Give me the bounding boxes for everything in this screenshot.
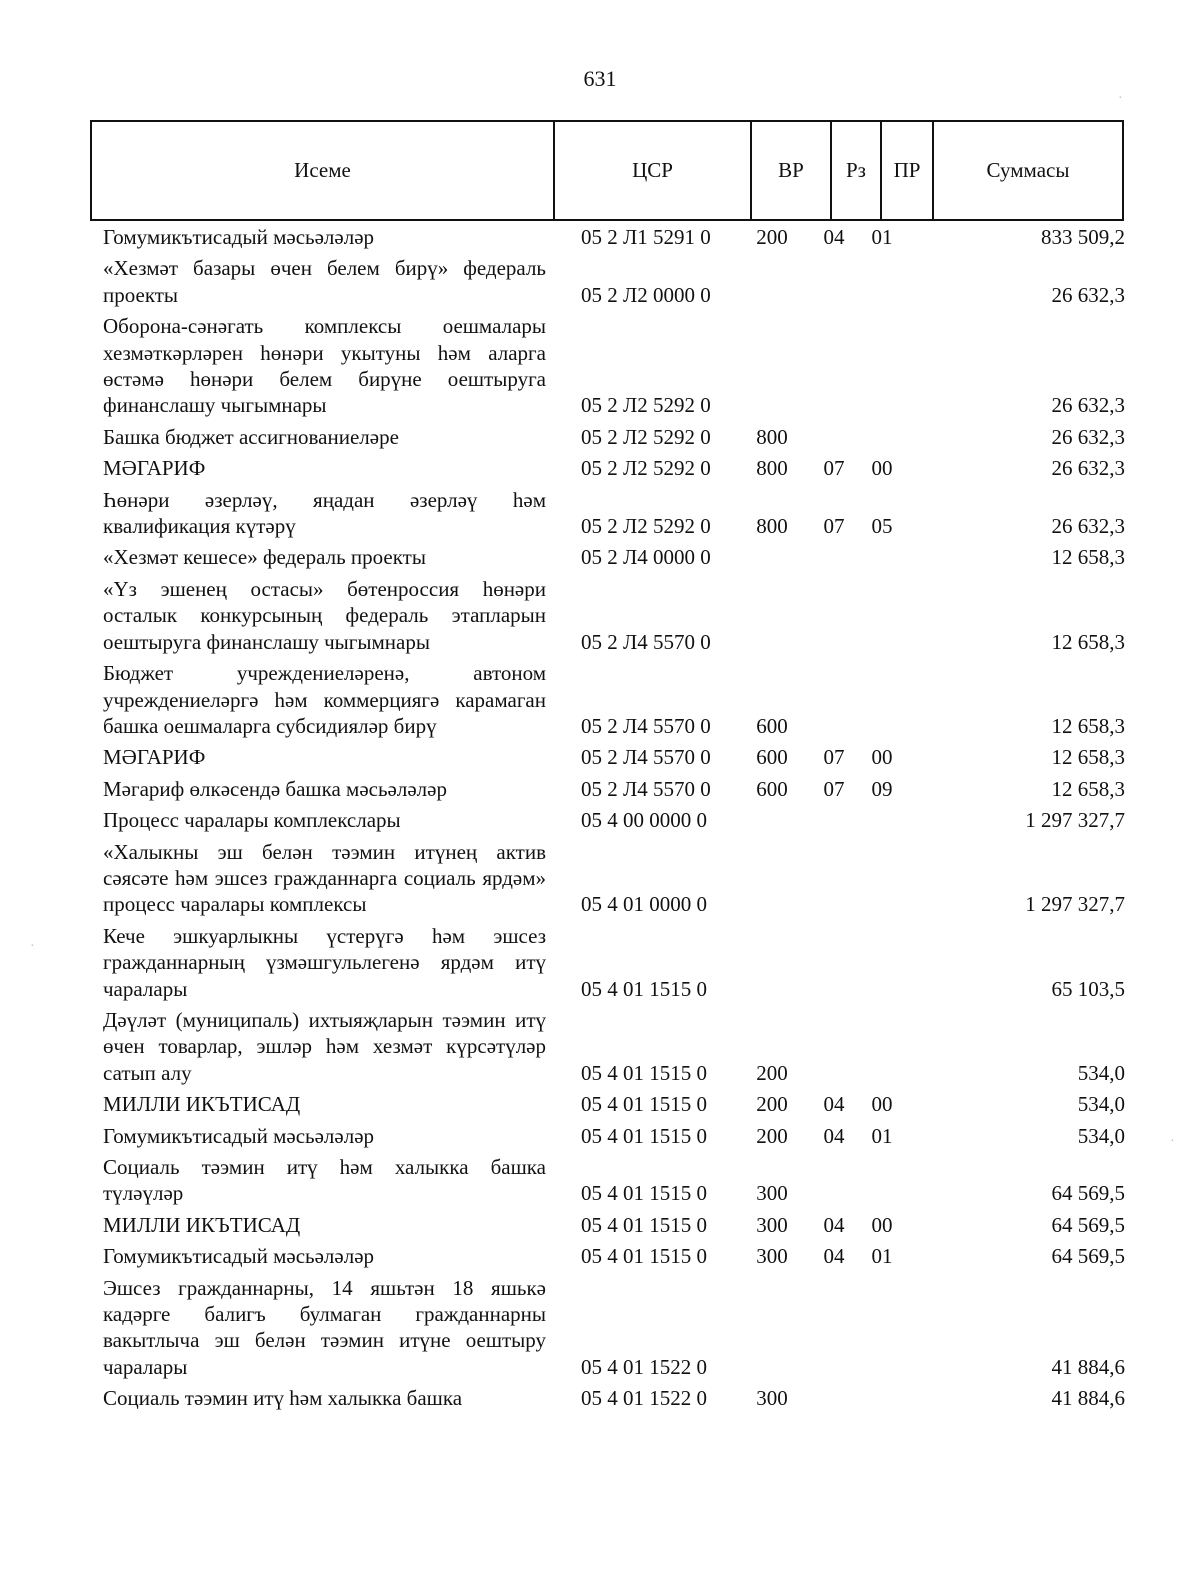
table-body <box>103 224 1125 1417</box>
table-row <box>103 1007 1125 1086</box>
cell-csr: 05 4 01 1515 0 <box>581 976 707 1001</box>
cell-csr: 05 2 Л2 5292 0 <box>581 456 711 481</box>
cell-csr: 05 4 01 1515 0 <box>581 1181 707 1206</box>
cell-csr: 05 2 Л2 5292 0 <box>581 514 711 539</box>
cell-name: Гомумикътисадый мәсьәләләр <box>103 1244 375 1269</box>
cell-sum: 64 569,5 <box>1051 1181 1125 1206</box>
table-row <box>103 839 1125 918</box>
table-row <box>103 313 1125 419</box>
cell-name: Оборона-сәнәгать комплексы оешмалары хезмәткәрләрен һөнәри укытуны һәм аларга өстәмә һөнәри белем бирүне оештыруга финанслашу чыгымнары <box>103 314 546 418</box>
cell-csr: 05 4 01 1522 0 <box>581 1354 707 1379</box>
cell-vr: 300 <box>756 1212 788 1237</box>
cell-vr: 200 <box>756 1060 788 1085</box>
table-header <box>90 120 1124 221</box>
cell-name: МӘГАРИФ <box>103 456 206 481</box>
cell-sum: 64 569,5 <box>1051 1244 1125 1269</box>
cell-sum: 12 658,3 <box>1051 713 1125 738</box>
cell-pr: 00 <box>871 745 893 770</box>
cell-name: Эшсез гражданнарны, 14 яшьтән 18 яшькә кадәрге балигъ булмаган гражданнарны вакытлыча эш белән тәэмин итүне оештыру чаралары <box>103 1275 546 1379</box>
header-sum: Суммасы <box>986 158 1070 182</box>
cell-name: «Халыкны эш белән тәэмин итүнең актив сәясәте һәм эшсез гражданнарга социаль ярдәм» процесс чаралары комплексы <box>103 839 546 917</box>
cell-sum: 12 658,3 <box>1051 745 1125 770</box>
cell-csr: 05 2 Л4 5570 0 <box>581 745 711 770</box>
table-row <box>103 455 1125 481</box>
cell-vr: 600 <box>756 745 788 770</box>
cell-csr: 05 4 01 0000 0 <box>581 892 707 917</box>
cell-csr: 05 2 Л2 5292 0 <box>581 424 711 449</box>
cell-pr: 05 <box>871 514 893 539</box>
cell-sum: 26 632,3 <box>1051 514 1125 539</box>
header-csr: ЦСР <box>555 122 752 219</box>
cell-rz: 07 <box>823 456 845 481</box>
table-row <box>103 544 1125 570</box>
cell-pr: 00 <box>871 1092 893 1117</box>
cell-sum: 64 569,5 <box>1051 1212 1125 1237</box>
table-row <box>103 1091 1125 1117</box>
cell-pr: 01 <box>871 1244 893 1269</box>
cell-pr: 00 <box>871 456 893 481</box>
cell-csr: 05 4 01 1515 0 <box>581 1092 707 1117</box>
table-row <box>103 923 1125 1002</box>
cell-name: Гомумикътисадый мәсьәләләр <box>103 225 375 249</box>
cell-rz: 04 <box>823 1212 845 1237</box>
cell-sum: 1 297 327,7 <box>1025 808 1125 833</box>
table-row <box>103 576 1125 655</box>
cell-name: Социаль тәэмин итү һәм халыкка башка түләүләр <box>103 1155 546 1206</box>
cell-sum: 12 658,3 <box>1051 776 1125 801</box>
cell-name: МӘГАРИФ <box>103 745 206 770</box>
cell-csr: 05 2 Л2 0000 0 <box>581 282 711 307</box>
cell-sum: 26 632,3 <box>1051 424 1125 449</box>
cell-name: «Үз эшенең остасы» бөтенроссия һөнәри осталык конкурсының федераль этапларын оештыруга финанслашу чыгымнары <box>103 576 546 654</box>
cell-csr: 05 4 01 1515 0 <box>581 1212 707 1237</box>
cell-rz: 04 <box>823 225 845 249</box>
cell-csr: 05 2 Л1 5291 0 <box>581 225 711 249</box>
cell-csr: 05 2 Л4 5570 0 <box>581 629 711 654</box>
cell-name: Һөнәри әзерләү, яңадан әзерләү һәм квалификация күтәрү <box>103 487 546 539</box>
table-row <box>103 744 1125 770</box>
cell-vr: 300 <box>756 1386 788 1411</box>
cell-csr: 05 2 Л4 5570 0 <box>581 713 711 738</box>
cell-sum: 534,0 <box>1077 1092 1125 1117</box>
cell-rz: 04 <box>823 1092 845 1117</box>
table-row <box>103 1212 1125 1238</box>
cell-rz: 04 <box>823 1244 845 1269</box>
cell-sum: 26 632,3 <box>1051 456 1125 481</box>
stray-mark: · <box>1118 91 1123 106</box>
page-number: 631 <box>583 66 617 91</box>
cell-csr: 05 4 01 1515 0 <box>581 1123 707 1148</box>
table-row <box>103 660 1125 739</box>
stray-mark: · <box>30 939 35 954</box>
cell-csr: 05 2 Л2 5292 0 <box>581 393 711 418</box>
cell-sum: 12 658,3 <box>1051 629 1125 654</box>
table-row <box>103 776 1125 802</box>
cell-vr: 300 <box>756 1181 788 1206</box>
cell-csr: 05 4 01 1522 0 <box>581 1386 707 1411</box>
stray-mark: · <box>1170 1134 1175 1149</box>
cell-csr: 05 4 01 1515 0 <box>581 1244 707 1269</box>
cell-name: Кече эшкуарлыкны үстерүгә һәм эшсез гражданнарның үзмәшгульлегенә ярдәм итү чаралары <box>103 923 546 1001</box>
cell-name: Башка бюджет ассигнованиеләре <box>103 424 399 449</box>
cell-rz: 04 <box>823 1123 845 1148</box>
cell-vr: 800 <box>756 424 788 449</box>
table-row <box>103 1385 1125 1411</box>
header-rz: Рз <box>832 122 882 219</box>
cell-sum: 65 103,5 <box>1051 976 1125 1001</box>
cell-pr: 00 <box>871 1212 893 1237</box>
cell-sum: 534,0 <box>1077 1123 1125 1148</box>
cell-rz: 07 <box>823 745 845 770</box>
cell-name: Гомумикътисадый мәсьәләләр <box>103 1123 375 1148</box>
table-row <box>103 1154 1125 1207</box>
cell-sum: 41 884,6 <box>1051 1386 1125 1411</box>
header-vr: ВР <box>752 122 832 219</box>
table-row <box>103 807 1125 833</box>
cell-sum: 41 884,6 <box>1051 1354 1125 1379</box>
cell-sum: 26 632,3 <box>1051 393 1125 418</box>
header-pr: ПР <box>882 122 934 219</box>
table-row <box>103 424 1125 450</box>
cell-sum: 1 297 327,7 <box>1025 892 1125 917</box>
cell-name: МИЛЛИ ИКЪТИСАД <box>103 1092 301 1117</box>
cell-vr: 300 <box>756 1244 788 1269</box>
cell-sum: 26 632,3 <box>1051 282 1125 307</box>
table-row <box>103 255 1125 308</box>
table-row <box>103 487 1125 540</box>
cell-pr: 01 <box>871 1123 893 1148</box>
cell-vr: 800 <box>756 456 788 481</box>
cell-vr: 200 <box>756 1092 788 1117</box>
cell-vr: 800 <box>756 514 788 539</box>
cell-pr: 01 <box>871 225 893 249</box>
cell-rz: 07 <box>823 776 845 801</box>
table-row <box>103 1275 1125 1381</box>
cell-rz: 07 <box>823 514 845 539</box>
cell-sum: 833 509,2 <box>1041 225 1125 249</box>
cell-sum: 534,0 <box>1077 1060 1125 1085</box>
cell-name: Дәүләт (муниципаль) ихтыяҗларын тәэмин итү өчен товарлар, эшләр һәм хезмәт күрсәтүләр сатып алу <box>103 1007 546 1085</box>
cell-name: Мәгариф өлкәсендә башка мәсьәләләр <box>103 776 447 801</box>
cell-name: Социаль тәэмин итү һәм халыкка башка <box>103 1386 463 1411</box>
table-row <box>103 224 1125 250</box>
cell-pr: 09 <box>871 776 893 801</box>
cell-sum: 12 658,3 <box>1051 545 1125 570</box>
cell-csr: 05 2 Л4 0000 0 <box>581 545 711 570</box>
cell-name: «Хезмәт базары өчен белем бирү» федераль проекты <box>103 256 546 307</box>
cell-vr: 200 <box>756 225 788 249</box>
cell-vr: 600 <box>756 776 788 801</box>
cell-name: «Хезмәт кешесе» федераль проекты <box>103 545 426 570</box>
cell-csr: 05 4 00 0000 0 <box>581 808 707 833</box>
header-name: Исеме <box>92 122 555 219</box>
cell-name: МИЛЛИ ИКЪТИСАД <box>103 1212 301 1237</box>
cell-csr: 05 4 01 1515 0 <box>581 1060 707 1085</box>
cell-vr: 600 <box>756 713 788 738</box>
table-row <box>103 1243 1125 1269</box>
cell-name: Процесс чаралары комплекслары <box>103 808 401 833</box>
cell-name: Бюджет учреждениеләренә, автоном учреждениеләргә һәм коммерциягә карамаган башка оешмаларга субсидияләр бирү <box>103 661 546 738</box>
cell-vr: 200 <box>756 1123 788 1148</box>
table-row <box>103 1123 1125 1149</box>
cell-csr: 05 2 Л4 5570 0 <box>581 776 711 801</box>
